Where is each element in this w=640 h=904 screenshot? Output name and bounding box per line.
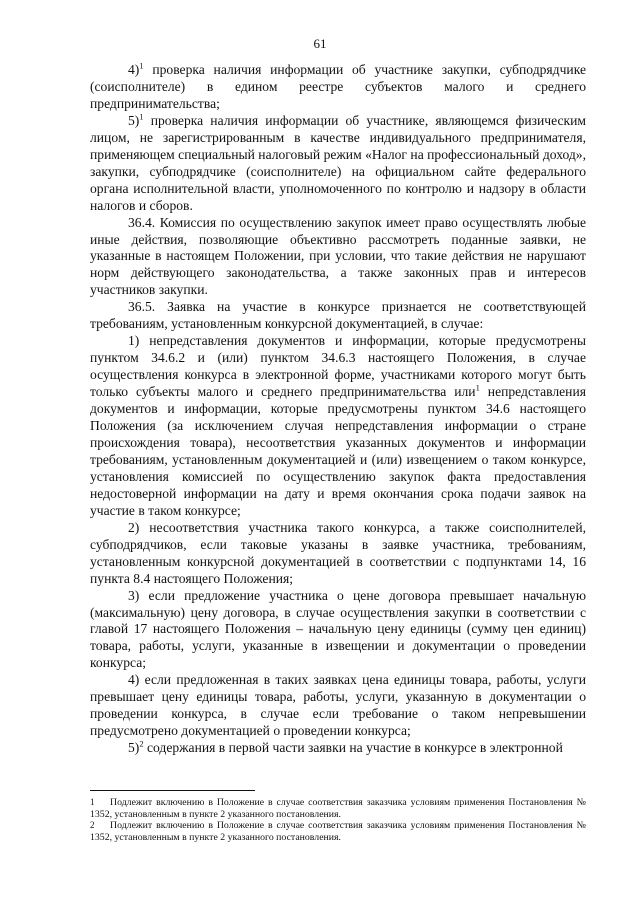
- footnote-mark: 1: [90, 797, 95, 807]
- paragraph-item-4-1: [90, 62, 586, 113]
- paragraph-text: содержания в первой части заявки на участие в конкурсе в электронной: [143, 740, 563, 756]
- paragraph-item-1: [90, 333, 586, 519]
- paragraph-item-4: 4) если предложенная в таких заявках цена единицы товара, работы, услуги превышает цену единицы товара, работы, услуги, указанную в документации о проведении конкурса, в случае если требование о таком непревышении предусмотрено документацией о проведении конкурса;: [90, 672, 586, 739]
- footnote-separator: [90, 790, 255, 791]
- paragraph-36-5: 36.5. Заявка на участие в конкурсе признается не соответствующей требованиям, установленным конкурсной документацией, в случае:: [90, 299, 586, 332]
- footnote-text: Подлежит включению в Положение в случае соответствия заказчика условиям применения Постановления № 1352, установленным в пункте 2 указанного постановления.: [90, 820, 586, 843]
- page-number: 61: [313, 36, 327, 51]
- footnote-ref[interactable]: 1: [139, 60, 144, 71]
- item-number: 4): [128, 62, 140, 77]
- item-number: 5): [128, 112, 140, 128]
- paragraph-item-2: 2) несоответствия участника такого конкурса, а также соисполнителей, субподрядчиков, если таковые указаны в заявке участника, требованиям, установленным конкурсной документацией в соответствии с подпунктами 14, 16 пункта 8.4 настоящего Положения;: [90, 519, 586, 586]
- footnote-ref[interactable]: 2: [139, 738, 144, 749]
- footnote-ref[interactable]: 1: [139, 111, 144, 122]
- item-number: 5): [128, 740, 140, 756]
- footnote-1: [90, 797, 586, 820]
- footnote-mark: 2: [90, 820, 95, 831]
- document-body: [90, 62, 586, 757]
- paragraph-text: непредставления документов и информации, которые предусмотрены пунктом 34.6 настоящего Положения (за исключением случая непредставления информации о стране происхождения товара), несоответствия указанных документов и информации требованиям, установленным документацией и (или) извещением о таком конкурсе, установления комиссией по осуществлению закупок факта предоставления недостоверной информации на дату и время окончания срока подачи заявок на участие в таком конкурсе;: [90, 384, 586, 518]
- paragraph-text: проверка наличия информации об участнике закупки, субподрядчике (соисполнителе) в едином реестре субъектов малого и среднего предпринимательства;: [90, 62, 586, 111]
- paragraph-text: проверка наличия информации об участнике, являющемся физическим лицом, не зарегистрированным в качестве индивидуального предпринимателя, применяющем специальный налоговый режим «Налог на профессиональный доход», закупки, субподрядчике (соисполнителе) на официальном сайте федерального органа исполнительной власти, уполномоченного по контролю и надзору в области налогов и сборов.: [90, 112, 586, 213]
- paragraph-item-5-2: [90, 740, 586, 757]
- paragraph-item-5-1: [90, 113, 586, 215]
- paragraph-text: 1) непредставления документов и информации, которые предусмотрены пунктом 34.6.2 и (или) пунктом 34.6.3 настоящего Положения, в случае осуществления конкурса в электронной форме, участниками которого могут быть только субъекты малого и среднего предпринимательства или: [90, 333, 586, 400]
- paragraph-item-3: 3) если предложение участника о цене договора превышает начальную (максимальную) цену договора, в случае осуществления закупки в соответствии с главой 17 настоящего Положения – начальную цену единицы (сумму цен единиц) товара, работы, услуги, указанные в извещении и документации о проведении конкурса;: [90, 587, 586, 671]
- footnote-text: Подлежит включению в Положение в случае соответствия заказчика условиям применения Постановления № 1352, установленным в пункте 2 указанного постановления.: [90, 797, 586, 820]
- paragraph-36-4: 36.4. Комиссия по осуществлению закупок имеет право осуществлять любые иные действия, позволяющие объективно рассмотреть поданные заявки, не указанные в настоящем Положении, при условии, что такие действия не нарушают норм действующего законодательства, а также законных прав и интересов участников закупки.: [90, 214, 586, 298]
- footnote-ref[interactable]: 1: [475, 382, 480, 393]
- footnote-2: [90, 820, 586, 843]
- footnotes: [90, 797, 586, 843]
